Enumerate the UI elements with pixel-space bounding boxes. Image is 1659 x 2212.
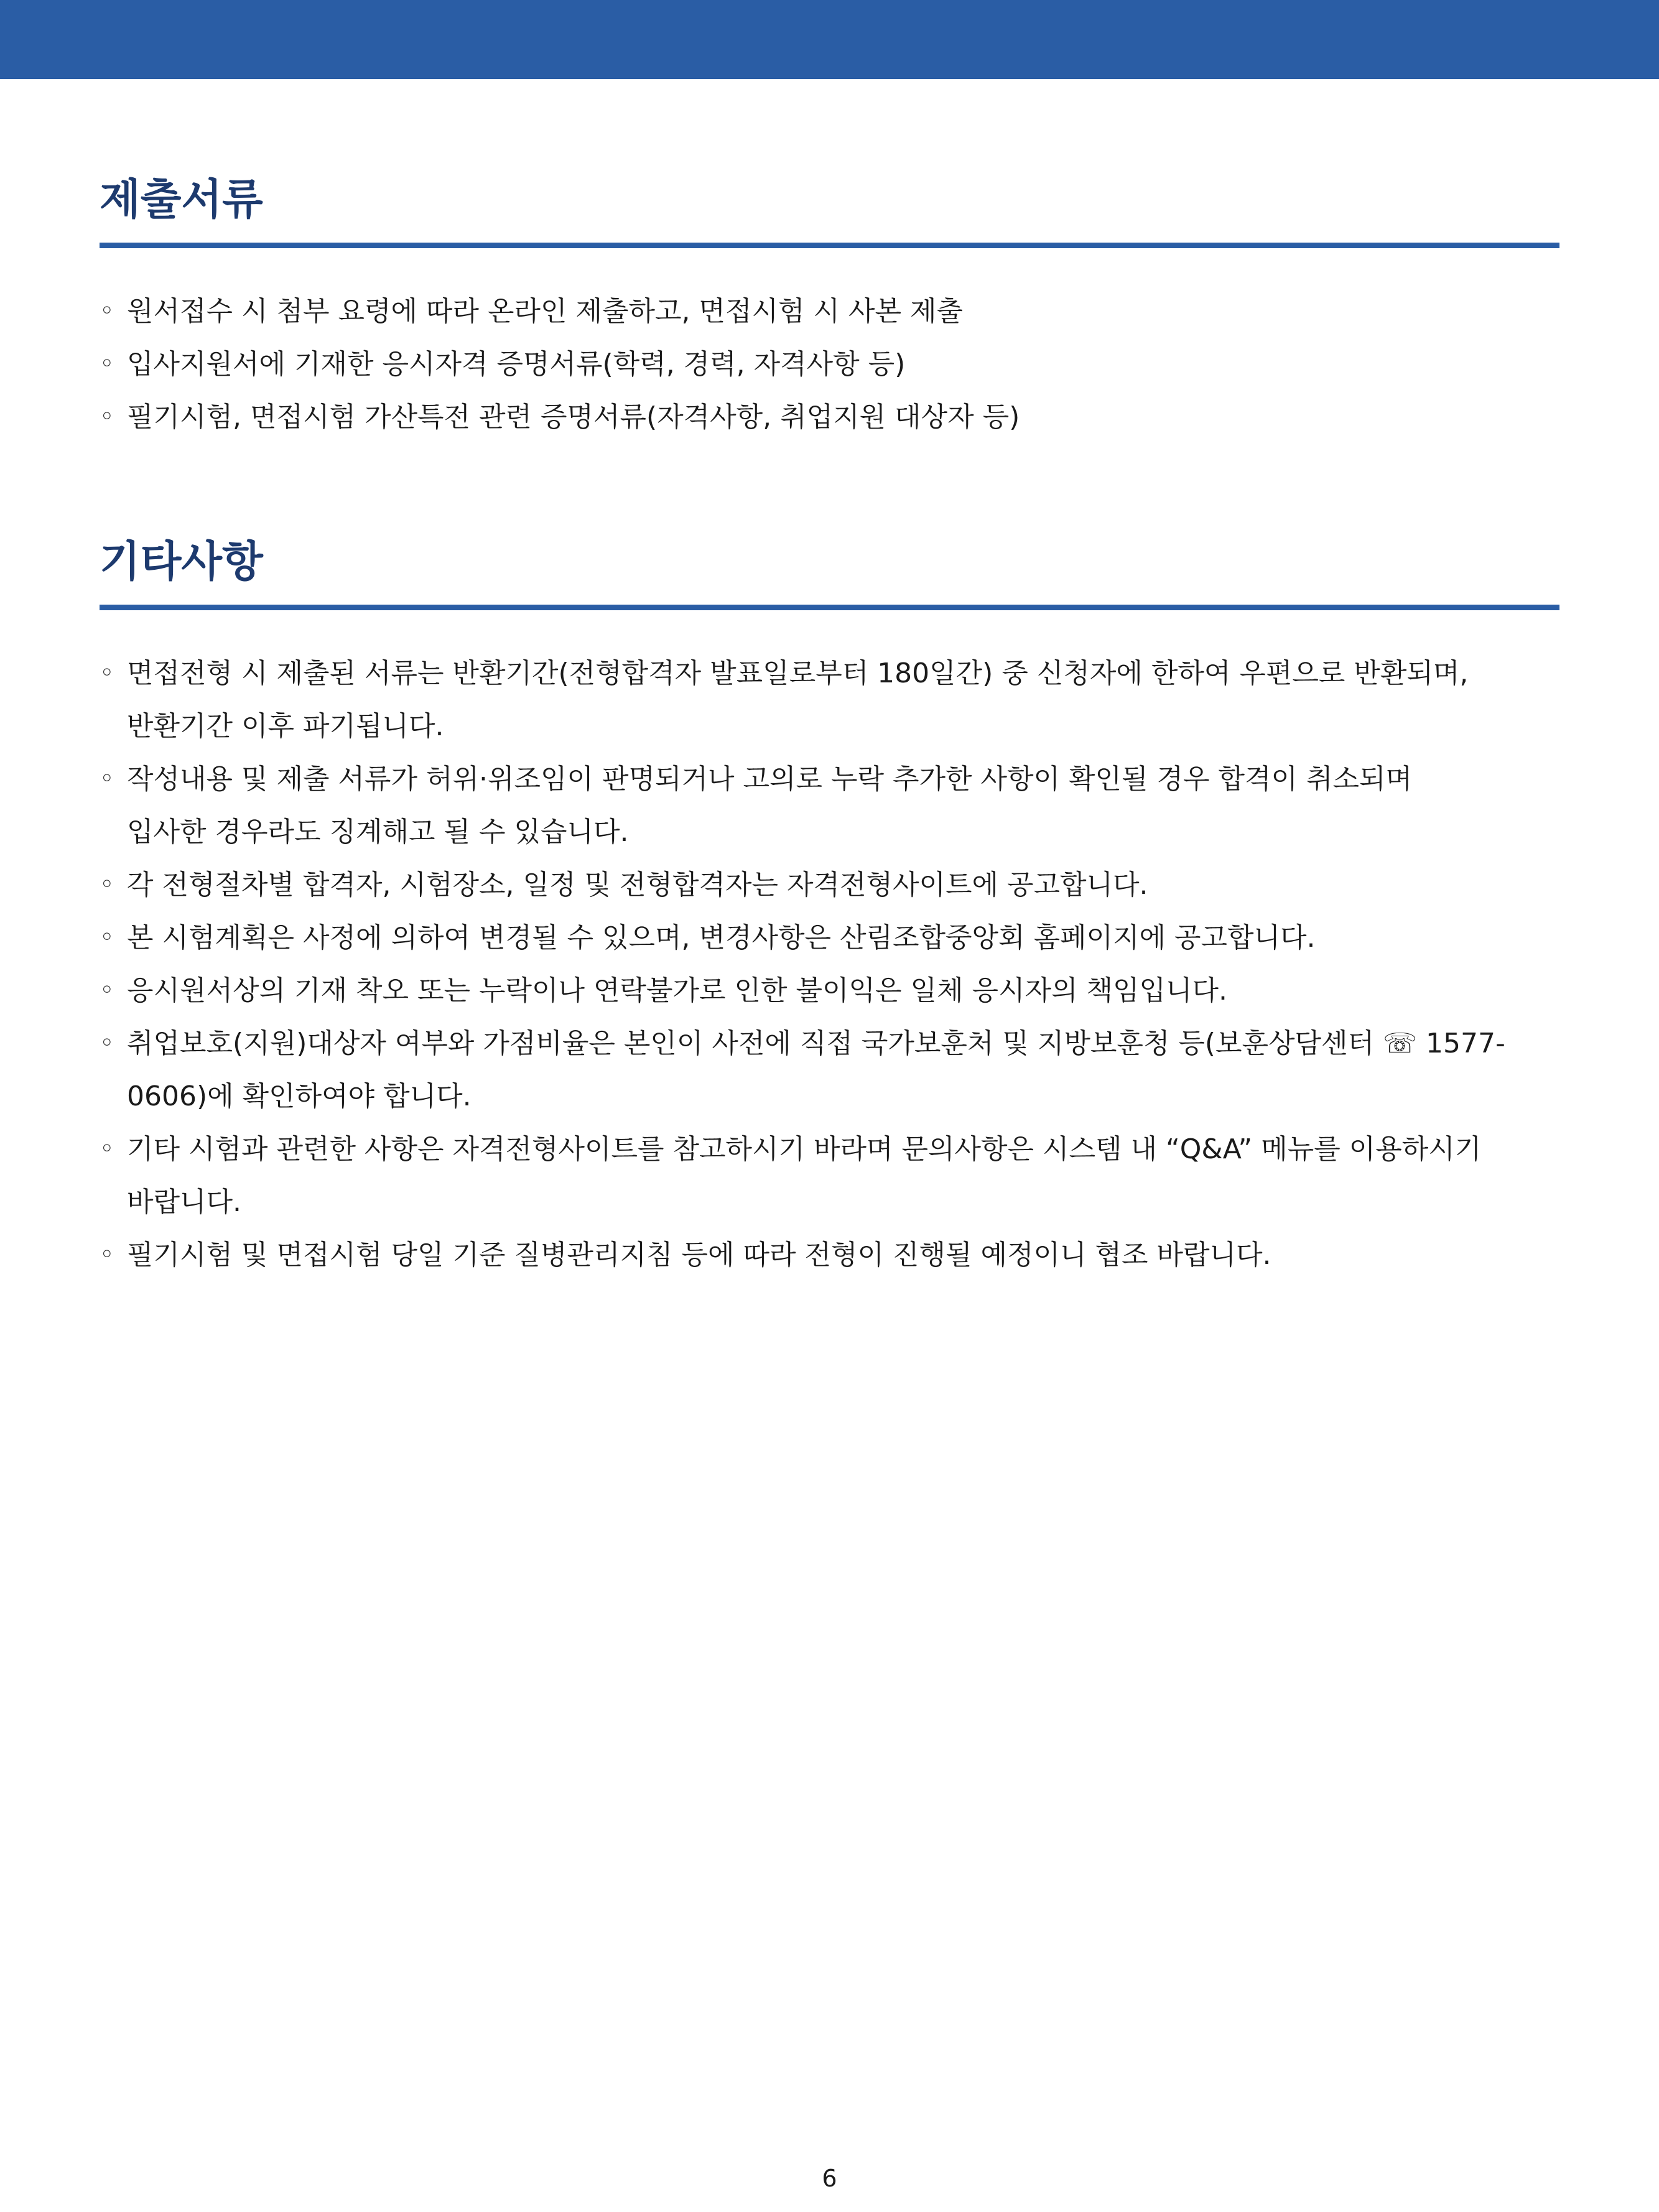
- section-submission-documents: [100, 175, 1559, 444]
- bullet-icon: ◦: [100, 1240, 114, 1269]
- list-item: [100, 285, 1559, 338]
- header-band: [0, 0, 1659, 79]
- list-item: [100, 964, 1559, 1017]
- list-item: [100, 647, 1559, 753]
- list-item-text: 작성내용 및 제출 서류가 허위·위조임이 판명되거나 고의로 누락 추가한 사항이 확인될 경우 합격이 취소되며 입사한 경우라도 징계해고 될 수 있습니다.: [127, 763, 1412, 848]
- bullet-list: [100, 285, 1559, 444]
- bullet-icon: ◦: [100, 402, 114, 431]
- list-item: [100, 1123, 1559, 1229]
- list-item: [100, 391, 1559, 444]
- section-divider: [100, 605, 1559, 610]
- bullet-icon: ◦: [100, 870, 114, 899]
- section-divider: [100, 243, 1559, 248]
- list-item-text: 입사지원서에 기재한 응시자격 증명서류(학력, 경력, 자격사항 등): [127, 348, 906, 380]
- section-other-notes: [100, 537, 1559, 1281]
- bullet-icon: ◦: [100, 1029, 114, 1057]
- list-item: [100, 911, 1559, 964]
- list-item-text: 취업보호(지원)대상자 여부와 가점비율은 본인이 사전에 직접 국가보훈처 및 지방보훈청 등(보훈상담센터 ☏ 1577- 0606)에 확인하여야 합니다.: [127, 1028, 1505, 1112]
- list-item-text: 각 전형절차별 합격자, 시험장소, 일정 및 전형합격자는 자격전형사이트에 공고합니다.: [127, 869, 1148, 901]
- section-title: 기타사항: [100, 537, 263, 587]
- list-item-text: 면접전형 시 제출된 서류는 반환기간(전형합격자 발표일로부터 180일간) 중 신청자에 한하여 우편으로 반환되며, 반환기간 이후 파기됩니다.: [127, 658, 1469, 742]
- list-item-text: 원서접수 시 첨부 요령에 따라 온라인 제출하고, 면접시험 시 사본 제출: [127, 295, 963, 327]
- bullet-icon: ◦: [100, 923, 114, 952]
- page-number: 6: [822, 2165, 837, 2192]
- bullet-icon: ◦: [100, 350, 114, 378]
- list-item-text: 본 시험계획은 사정에 의하여 변경될 수 있으며, 변경사항은 산림조합중앙회 홈페이지에 공고합니다.: [127, 922, 1316, 954]
- list-item: [100, 1017, 1559, 1123]
- list-item: [100, 1229, 1559, 1281]
- list-item-text: 필기시험 및 면접시험 당일 기준 질병관리지침 등에 따라 전형이 진행될 예정이니 협조 바랍니다.: [127, 1239, 1271, 1271]
- list-item-text: 응시원서상의 기재 착오 또는 누락이나 연락불가로 인한 불이익은 일체 응시자의 책임입니다.: [127, 975, 1227, 1006]
- list-item: [100, 753, 1559, 858]
- list-item: [100, 338, 1559, 391]
- section-title: 제출서류: [100, 175, 263, 225]
- bullet-icon: ◦: [100, 764, 114, 793]
- bullet-icon: ◦: [100, 1135, 114, 1163]
- list-item-text: 기타 시험과 관련한 사항은 자격전형사이트를 참고하시기 바라며 문의사항은 시스템 내 “Q&A” 메뉴를 이용하시기 바랍니다.: [127, 1133, 1482, 1218]
- bullet-icon: ◦: [100, 297, 114, 325]
- bullet-icon: ◦: [100, 976, 114, 1005]
- bullet-list: [100, 647, 1559, 1281]
- list-item-text: 필기시험, 면접시험 가산특전 관련 증명서류(자격사항, 취업지원 대상자 등): [127, 401, 1020, 433]
- list-item: [100, 858, 1559, 911]
- bullet-icon: ◦: [100, 659, 114, 687]
